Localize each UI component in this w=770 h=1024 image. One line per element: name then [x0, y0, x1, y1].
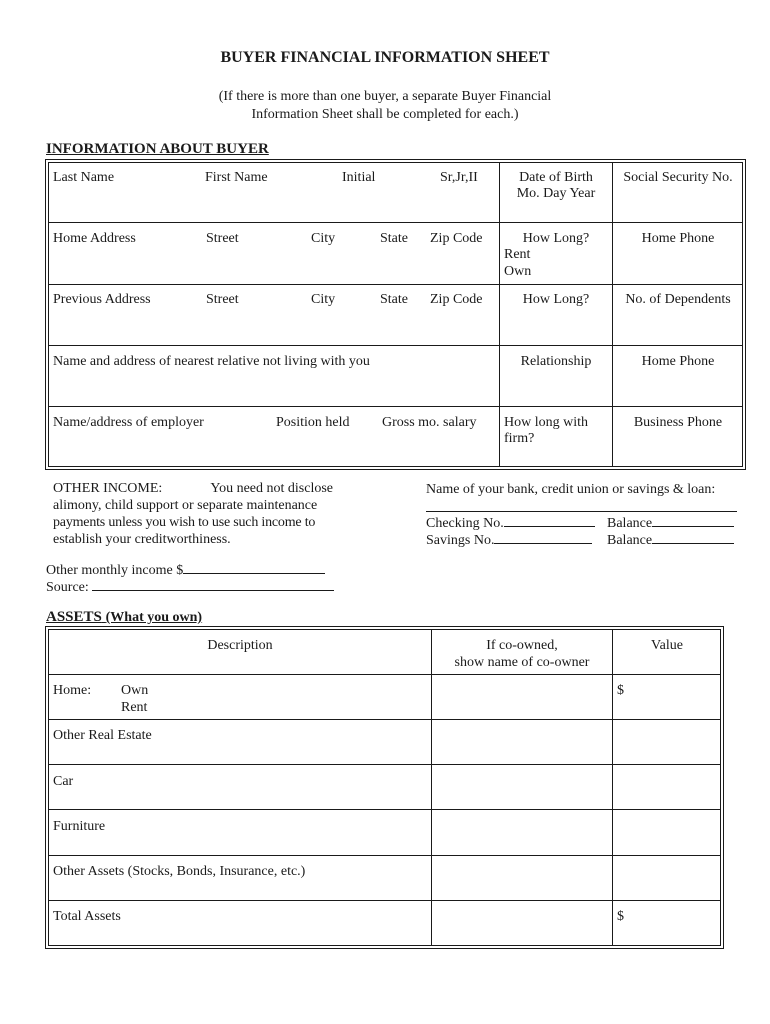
home-address-label: Home Address	[53, 231, 136, 246]
savings-balance-label: Balance	[607, 533, 653, 548]
other-income-heading: OTHER INCOME:	[53, 481, 163, 496]
page-subtitle	[0, 88, 770, 124]
assets-col-coowned-2: show name of co-owner	[454, 655, 590, 670]
other-assets-label: Other Assets (Stocks, Bonds, Insurance, etc.)	[53, 864, 306, 879]
home-phone-label: Home Phone	[641, 231, 715, 246]
car-label: Car	[53, 774, 74, 789]
position-held-label: Position held	[276, 415, 350, 430]
home-label: Home:	[53, 683, 92, 698]
rent-label: Rent	[504, 247, 531, 262]
home-rent-label: Rent	[121, 700, 148, 715]
furniture-label: Furniture	[53, 819, 106, 834]
assets-col-coowned-1: If co-owned,	[486, 638, 558, 653]
previous-how-long-label: How Long?	[522, 292, 590, 307]
other-monthly-income-label: Other monthly income $	[46, 563, 184, 578]
employer-label: Name/address of employer	[53, 415, 204, 430]
relationship-label: Relationship	[520, 354, 592, 369]
home-city-label: City	[311, 231, 336, 246]
initial-label: Initial	[342, 170, 376, 185]
home-value-currency: $	[617, 683, 624, 698]
previous-street-label: Street	[206, 292, 239, 307]
savings-balance-row	[607, 530, 734, 549]
home-state-label: State	[380, 231, 408, 246]
other-real-estate-label: Other Real Estate	[53, 728, 152, 743]
savings-field[interactable]	[494, 530, 592, 544]
other-income-text-1: You need not disclose	[210, 481, 333, 496]
savings-balance-field[interactable]	[652, 530, 734, 544]
other-income-text-3: payments unless you wish to use such income to	[53, 515, 316, 530]
savings-label: Savings No.	[426, 533, 495, 548]
total-assets-currency: $	[617, 909, 624, 924]
how-long-firm-label-2: firm?	[504, 431, 535, 446]
last-name-label: Last Name	[53, 170, 115, 185]
nearest-relative-label: Name and address of nearest relative not living with you	[53, 354, 370, 369]
assets-col-description: Description	[207, 638, 273, 653]
checking-balance-field[interactable]	[652, 513, 734, 527]
assets-heading-sub: (What you own)	[105, 610, 203, 625]
checking-label: Checking No.	[426, 516, 504, 531]
buyer-info-table	[48, 162, 743, 467]
relative-home-phone-label: Home Phone	[641, 354, 715, 369]
previous-address-label: Previous Address	[53, 292, 151, 307]
suffix-label: Sr,Jr,II	[440, 170, 478, 185]
previous-city-label: City	[311, 292, 336, 307]
date-of-birth-format: Mo. Day Year	[516, 186, 596, 201]
source-row	[46, 577, 334, 596]
business-phone-label: Business Phone	[633, 415, 723, 430]
assets-heading-text: ASSETS	[46, 609, 102, 625]
checking-balance-label: Balance	[607, 516, 653, 531]
dependents-label: No. of Dependents	[625, 292, 731, 307]
other-income-text-4: establish your creditworthiness.	[53, 532, 231, 547]
bank-heading: Name of your bank, credit union or savings & loan:	[426, 482, 716, 497]
subtitle-line-1: (If there is more than one buyer, a separate Buyer Financial	[218, 89, 552, 104]
assets-table	[48, 629, 721, 946]
total-assets-label: Total Assets	[53, 909, 121, 924]
subtitle-line-2: Information Sheet shall be completed for each.)	[251, 107, 519, 122]
savings-row	[426, 530, 592, 549]
ssn-label: Social Security No.	[623, 170, 733, 185]
home-street-label: Street	[206, 231, 239, 246]
assets-col-value: Value	[651, 638, 683, 653]
buyer-section-heading: INFORMATION ABOUT BUYER	[46, 141, 269, 157]
date-of-birth-label: Date of Birth	[519, 170, 593, 185]
page-title: BUYER FINANCIAL INFORMATION SHEET	[220, 49, 550, 66]
first-name-label: First Name	[205, 170, 268, 185]
gross-salary-label: Gross mo. salary	[382, 415, 477, 430]
checking-field[interactable]	[504, 513, 595, 527]
own-label: Own	[504, 264, 532, 279]
other-income-text-2: alimony, child support or separate maintenance	[53, 498, 318, 513]
home-zip-label: Zip Code	[430, 231, 483, 246]
assets-heading	[46, 609, 202, 626]
source-field[interactable]	[92, 577, 334, 591]
previous-zip-label: Zip Code	[430, 292, 483, 307]
home-how-long-label: How Long?	[522, 231, 590, 246]
other-income-notice	[53, 480, 333, 548]
how-long-firm-label: How long with	[504, 415, 588, 430]
source-label: Source:	[46, 580, 89, 595]
home-own-label: Own	[121, 683, 149, 698]
other-monthly-income-field[interactable]	[183, 560, 325, 574]
bank-name-field[interactable]	[426, 496, 737, 512]
previous-state-label: State	[380, 292, 408, 307]
